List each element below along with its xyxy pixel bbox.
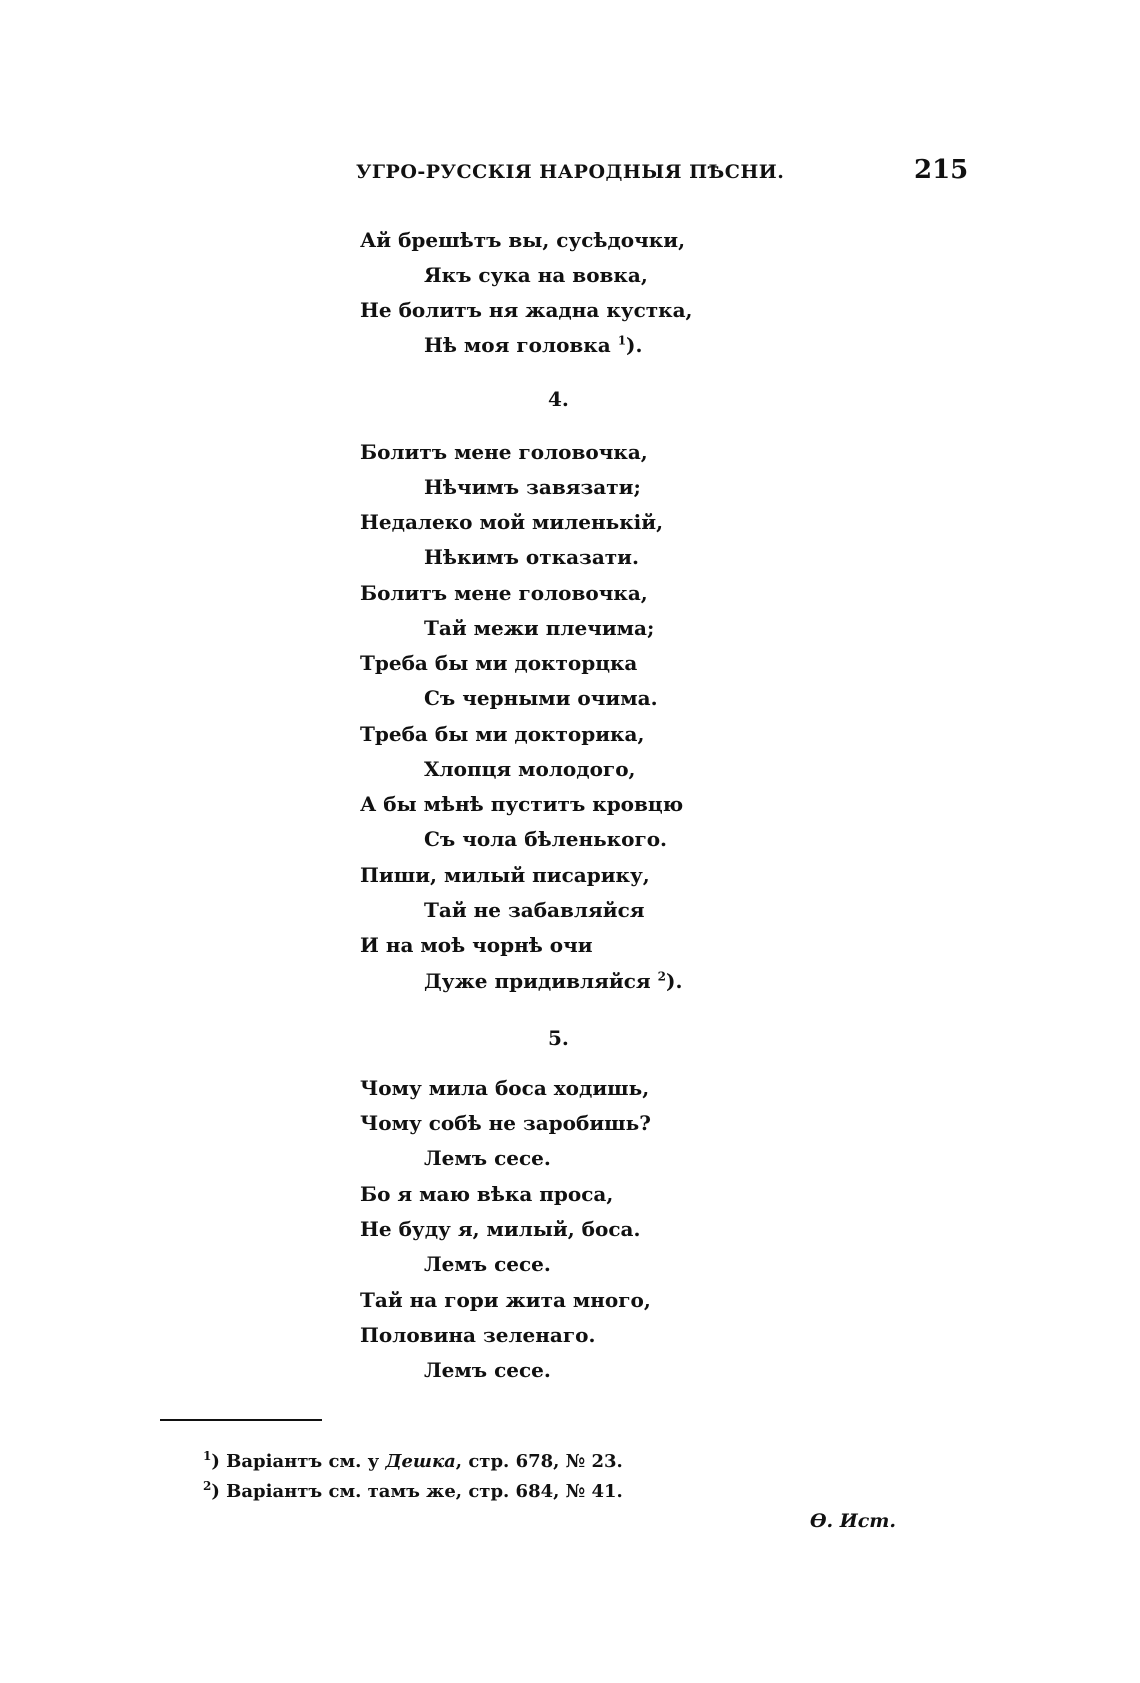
verse-line: Недалеко мой миленькій, [360, 510, 664, 534]
verse-line: Болитъ мене головочка, [360, 581, 648, 605]
verse-line-with-note [424, 969, 682, 993]
signature: Ѳ. Ист. [810, 1510, 897, 1532]
footnote-ref: 1 [617, 333, 627, 348]
verse-line: Хлопця молодого, [424, 757, 636, 781]
verse-text: Нѣ моя головка [424, 333, 611, 357]
verse-line: Тай на гори жита много, [360, 1288, 651, 1312]
section-number: 5. [548, 1026, 569, 1050]
footnote-2 [203, 1481, 623, 1502]
verse-line: Лемъ сесе. [424, 1252, 551, 1276]
verse-line-with-note [424, 333, 642, 357]
footnote-text: ) Варіантъ см. у [211, 1451, 386, 1472]
verse-line: Лемъ сесе. [424, 1146, 551, 1170]
verse-line: Не болитъ ня жадна кустка, [360, 298, 693, 322]
footnote-1 [203, 1451, 623, 1472]
verse-line: Не буду я, милый, боса. [360, 1217, 641, 1241]
verse-line: Лемъ сесе. [424, 1358, 551, 1382]
verse-line: Треба бы ми докторика, [360, 722, 645, 746]
verse-line: Якъ сука на вовка, [424, 263, 648, 287]
verse-line: Чому мила боса ходишь, [360, 1076, 650, 1100]
verse-line: Треба бы ми докторцка [360, 651, 638, 675]
verse-line: Половина зеленаго. [360, 1323, 596, 1347]
verse-line: Болитъ мене головочка, [360, 440, 648, 464]
footnote-mark: 1 [203, 1449, 212, 1463]
verse-tail: ). [626, 333, 643, 357]
verse-line: Тай межи плечима; [424, 616, 655, 640]
page-number: 215 [914, 155, 969, 185]
verse-line: Бо я маю вѣка проса, [360, 1182, 614, 1206]
running-header: УГРО-РУССКІЯ НАРОДНЫЯ ПѢСНИ. [356, 161, 785, 183]
footnote-author: Дешка [385, 1451, 456, 1472]
verse-line: Нѣкимъ отказати. [424, 545, 639, 569]
verse-line: А бы мѣнѣ пуститъ кровцю [360, 792, 684, 816]
footnote-mark: 2 [203, 1479, 212, 1493]
section-number: 4. [548, 387, 569, 411]
footnote-text: , стр. 678, № 23. [455, 1451, 623, 1472]
verse-tail: ). [665, 969, 683, 993]
verse-line: Пиши, милый писарику, [360, 863, 650, 887]
verse-line: Тай не забавляйся [424, 898, 645, 922]
verse-text: Дуже придивляйся [424, 969, 651, 993]
verse-line: Съ чола бѣленького. [424, 827, 668, 851]
verse-line: Съ черными очима. [424, 686, 658, 710]
verse-line: Ай брешѣтъ вы, сусѣдочки, [360, 228, 686, 252]
footnote-rule [160, 1419, 322, 1421]
verse-line: Чому собѣ не заробишь? [360, 1111, 651, 1135]
footnote-ref: 2 [657, 969, 666, 984]
verse-line: Нѣчимъ завязати; [424, 475, 641, 499]
verse-line: И на моѣ чорнѣ очи [360, 933, 593, 957]
footnote-text: ) Варіантъ см. тамъ же, стр. 684, № 41. [211, 1481, 623, 1502]
